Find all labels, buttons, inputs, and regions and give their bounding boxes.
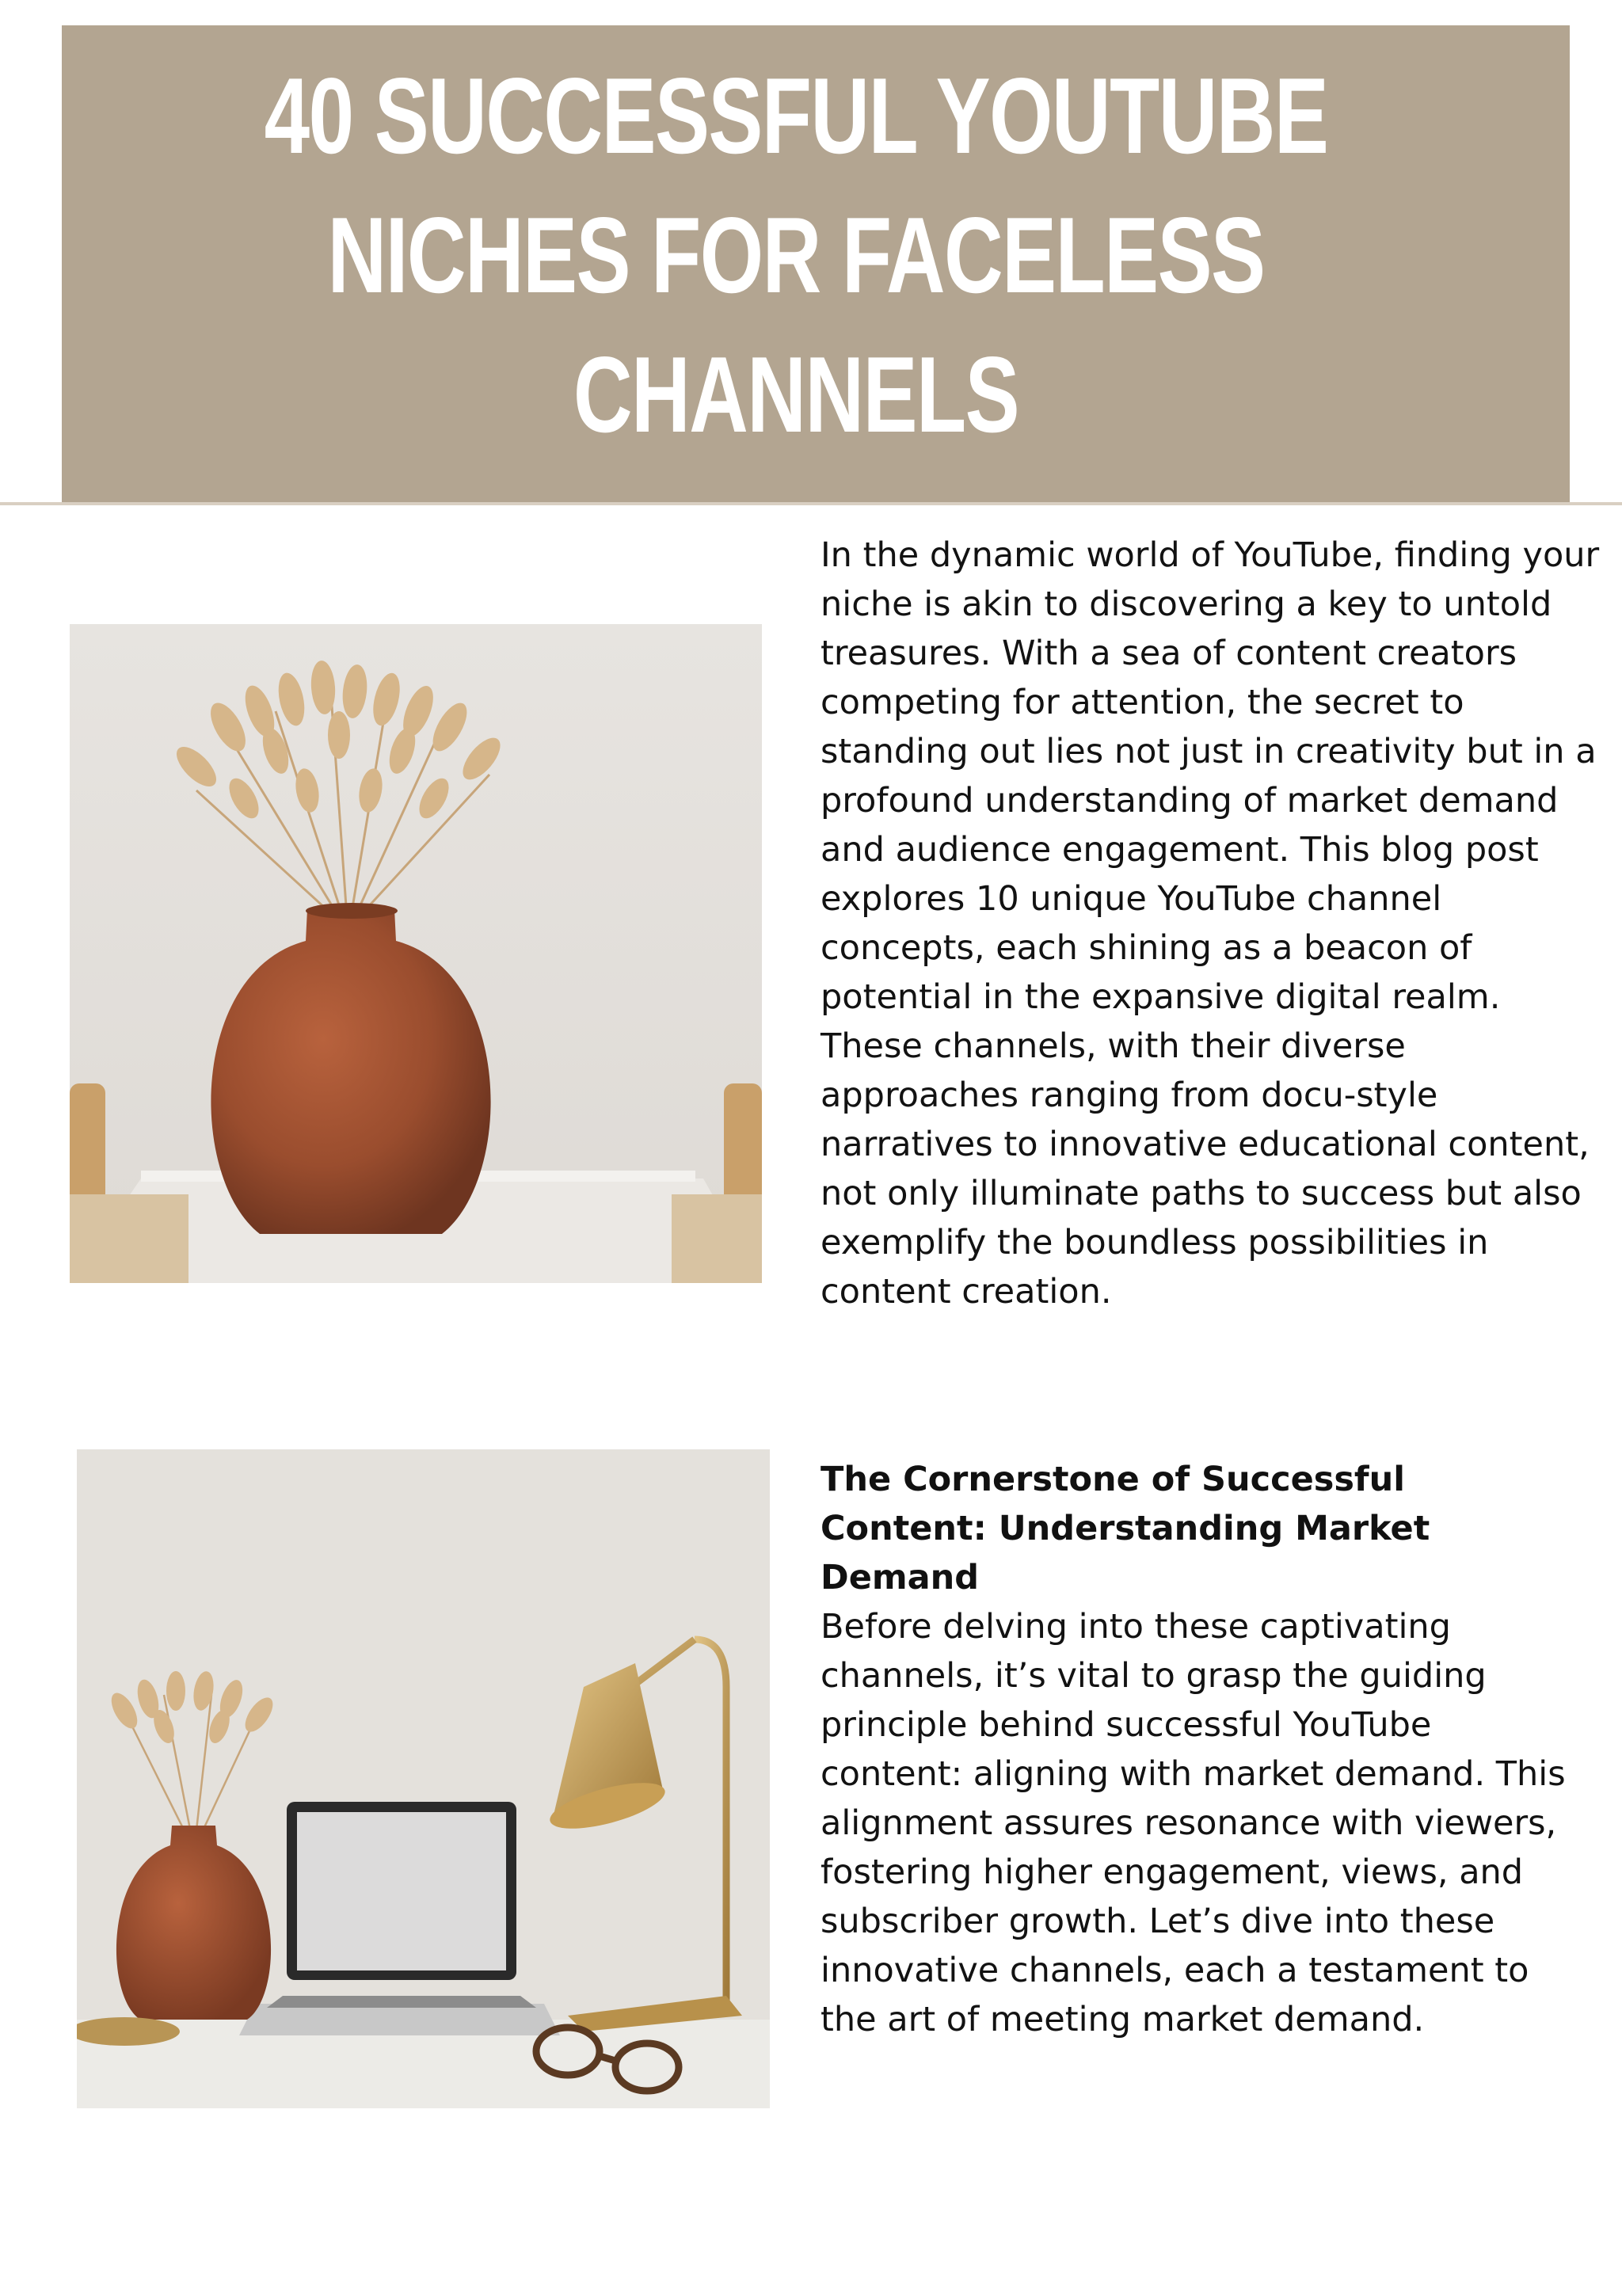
header-divider: [0, 502, 1622, 505]
desk-photo: [77, 1449, 770, 2108]
section-paragraph: Before delving into these captivating channels, it’s vital to grasp the guiding principle behind successful YouTube content: aligning with market demand. This alignment assures resonance with viewers, fostering higher engagement, views, and subscriber growth. Let’s dive into these innovative channels, each a testament to the art of meeting market demand.: [821, 1607, 1566, 2039]
page-title: 40 SUCCESSFUL YOUTUBE NICHES FOR FACELESS CHANNELS: [264, 55, 1328, 455]
section-heading: The Cornerstone of Successful Content: Understanding Market Demand: [821, 1460, 1430, 1597]
intro-paragraph: In the dynamic world of YouTube, finding your niche is akin to discovering a key to untold treasures. With a sea of content creators competing for attention, the secret to standing out lies not just in creativity but in a profound understanding of market demand and audience engagement. This blog post explores 10 unique YouTube channel concepts, each shining as a beacon of potential in the expansive digital realm. These channels, with their diverse approaches ranging from docu-style narratives to innovative educational content, not only illuminate paths to success but also exemplify the boundless possibilities in content creation.: [821, 535, 1600, 1312]
vase-photo: [70, 624, 762, 1283]
